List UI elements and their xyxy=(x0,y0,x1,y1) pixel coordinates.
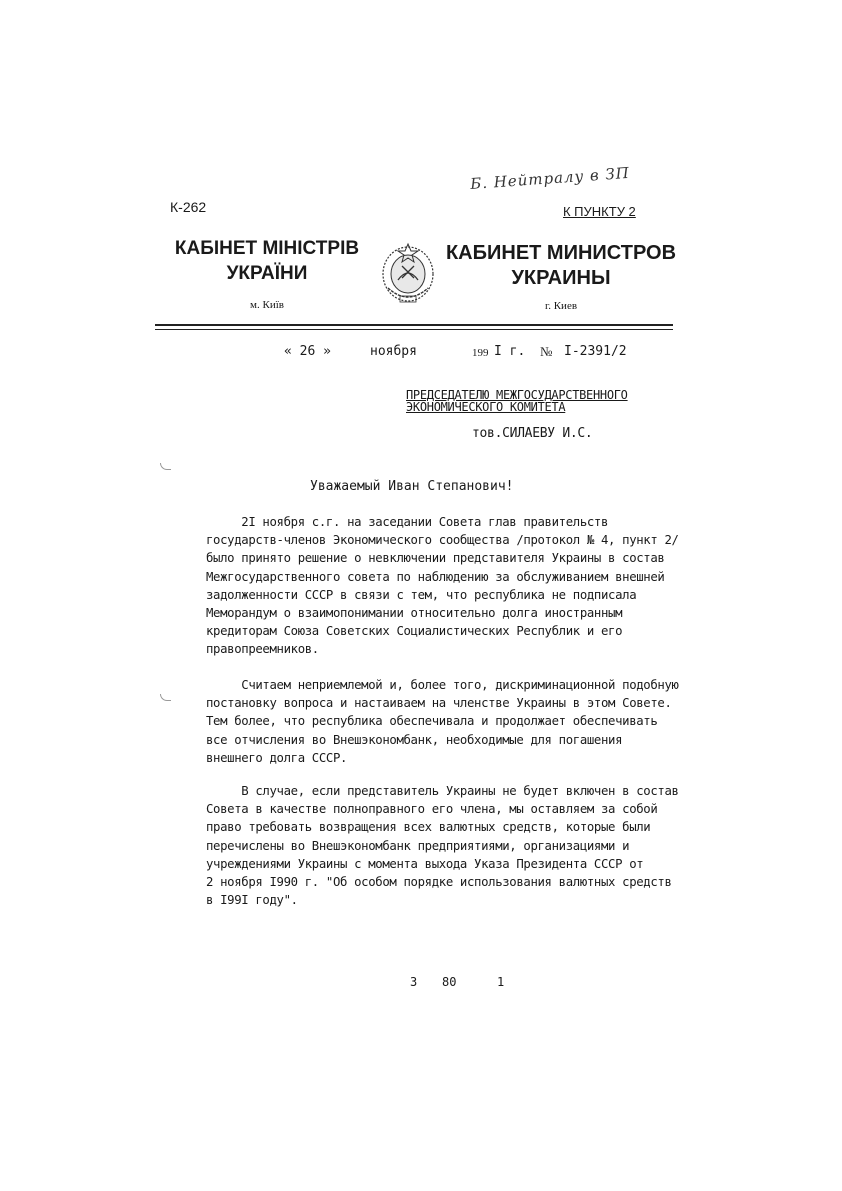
paragraph-3: В случае, если представитель Украины не будет включен в состав Совета в качестве полноправного его члена, мы оставляем за собой право требовать возвращения всех валютных средств, которые были перечислены во Внешэкономбанк предприятиями, организациями и учреждениями Украины с момента выхода Указа Президента СССР от 2 ноября I990 г. "Об особом порядке использования валютных средств в I99I году". xyxy=(206,784,679,908)
date-month: ноября xyxy=(370,344,417,359)
page-stamp-b: 80 xyxy=(442,975,457,989)
state-emblem-icon xyxy=(376,236,440,310)
date-year-suffix: I г. xyxy=(494,344,526,359)
paragraph-2: Считаем неприемлемой и, более того, дискриминационной подобную постановку вопроса и настаиваем на членстве Украины в этом Совете. Тем более, что республика обеспечивала и продолжает обеспечивать все отчисления во Внешэкономбанк, необходимые для погашения внешнего долга СССР. xyxy=(206,678,679,765)
salutation: Уважаемый Иван Степанович! xyxy=(310,479,514,494)
addressee-title-line1: ПРЕДСЕДАТЕЛЮ МЕЖГОСУДАРСТВЕННОГО xyxy=(406,388,628,402)
number-sign: № xyxy=(540,344,553,359)
letterhead-russian-line2: УКРАИНЫ xyxy=(511,267,611,289)
letterhead-russian xyxy=(440,241,682,291)
addressee-title-line2: ЭКОНОМИЧЕСКОГО КОМИТЕТА xyxy=(406,400,566,414)
letterhead-russian-line1: КАБИНЕТ МИНИСТРОВ xyxy=(445,242,677,264)
reference-code: К-262 xyxy=(170,199,207,215)
letterhead-ukrainian-line1: КАБІНЕТ МІНІСТРІВ xyxy=(174,238,360,259)
letterhead-ukrainian-line2: УКРАЇНИ xyxy=(226,263,308,284)
punch-mark-lower xyxy=(160,694,171,701)
page-stamp-c: 1 xyxy=(497,975,505,989)
paragraph-1: 2I ноября с.г. на заседании Совета глав правительств государств-членов Экономического сообщества /протокол № 4, пункт 2/ было принято решение о невключении представителя Украины в состав Межгосударственного совета по наблюдению за обслуживанием внешней задолженности СССР в связи с тем, что республика не подписала Меморандум о взаимопонимании относительно долга иностранным кредиторам Союза Советских Социалистических Республик и его правопреемников. xyxy=(206,515,679,657)
agenda-item-label: К ПУНКТУ 2 xyxy=(563,204,636,219)
city-label-kyiv-ua: м. Київ xyxy=(250,299,284,311)
header-divider-thin xyxy=(155,329,673,330)
document-number: I-2391/2 xyxy=(564,344,627,359)
header-divider xyxy=(155,324,673,326)
punch-mark-upper xyxy=(160,463,171,470)
letterhead-ukrainian xyxy=(160,236,374,286)
city-label-kiev-ru: г. Киев xyxy=(544,300,578,312)
addressee-name: тов.СИЛАЕВУ И.С. xyxy=(472,426,593,441)
date-day: « 26 » xyxy=(284,344,331,359)
page-stamp-a: 3 xyxy=(410,975,418,989)
date-year-prefix: 199 xyxy=(472,347,489,359)
handwritten-note: Б. Нейтралу в ЗП xyxy=(469,163,631,193)
